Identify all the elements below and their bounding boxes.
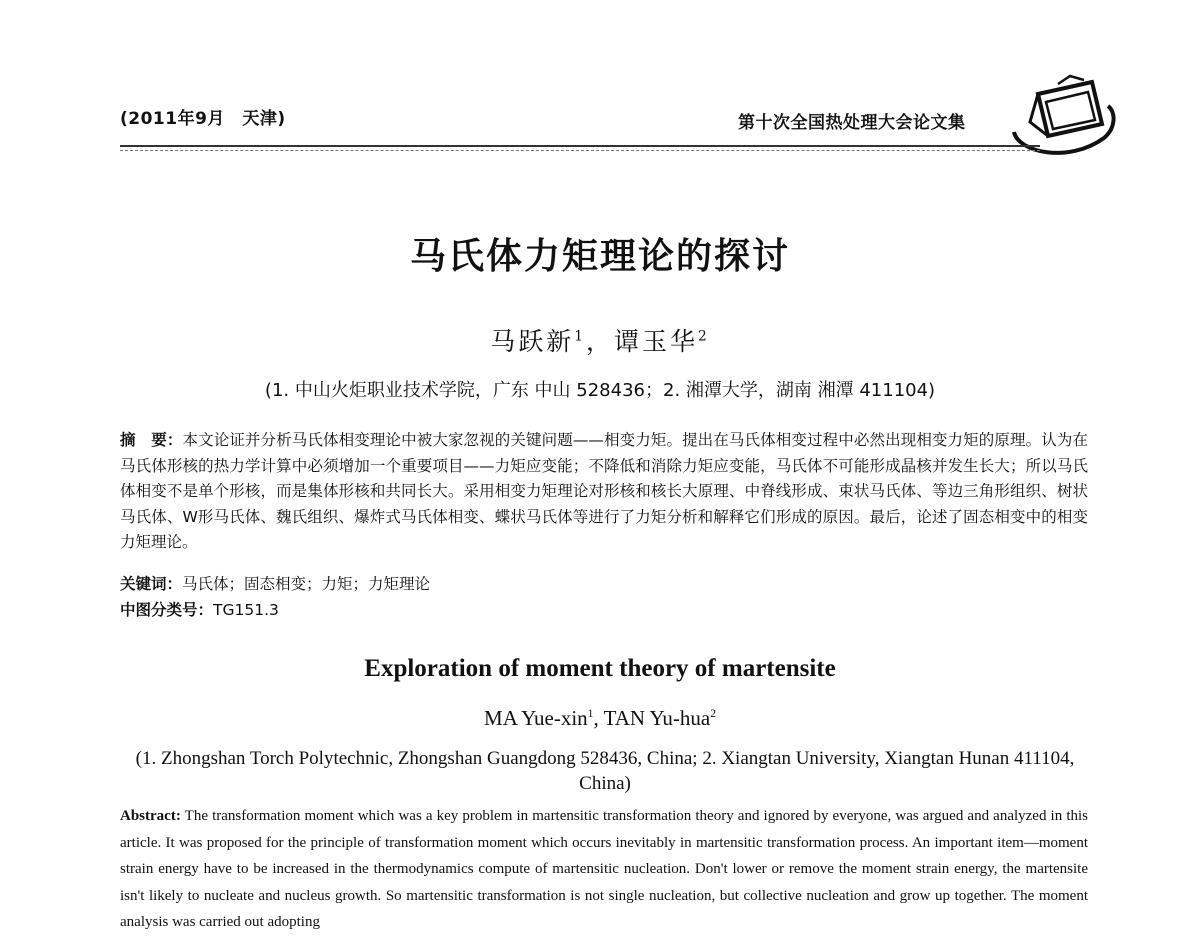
affiliation-cn: (1. 中山火炬职业技术学院，广东 中山 528436；2. 湘潭大学，湖南 湘潭 411104) [264, 380, 936, 401]
authors-en [0, 706, 1200, 731]
header-date-location: (2011年9月 天津) [120, 109, 286, 129]
affiliation-marker: 2 [710, 708, 716, 720]
header-rule-dashed [120, 150, 1040, 151]
classification-label: 中图分类号： [120, 601, 214, 619]
header-proceedings-title: 第十次全国热处理大会论文集 [738, 113, 966, 133]
abstract-en [120, 803, 1088, 936]
abstract-text: 本文论证并分析马氏体相变理论中被大家忽视的关键问题——相变力矩。提出在马氏体相变过程中必然出现相变力矩的原理。认为在马氏体形核的热力学计算中必须增加一个重要项目——力矩应变能；不降低和消除力矩应变能，马氏体不可能形成晶核并发生长大；所以马氏体相变不是单个形核，而是集体形核和共同长大。采用相变力矩理论对形核和核长大原理、中脊线形成、束状马氏体、等边三角形组织、树状马氏体、W形马氏体、魏氏组织、爆炸式马氏体相变、蝶状马氏体等进行了力矩分析和解释它们形成的原因。最后，论述了固态相变中的相变力矩理论。 [120, 431, 1088, 551]
author-name: MA Yue-xin [484, 706, 588, 730]
keywords-text: 马氏体；固态相变；力矩；力矩理论 [182, 575, 431, 593]
affiliation-marker: 1 [587, 708, 594, 720]
header-rule [120, 145, 1040, 147]
paper-title-cn: 马氏体力矩理论的探讨 [409, 236, 790, 277]
affiliation-en: (1. Zhongshan Torch Polytechnic, Zhongshan Guangdong 528436, China; 2. Xiangtan University, Xiangtan Hunan 411104, China) [135, 748, 1075, 794]
author-name: 马跃新 [490, 327, 575, 356]
author-name: TAN Yu-hua [603, 706, 711, 730]
authors-cn [0, 322, 1200, 358]
author-separator: ， [585, 327, 614, 356]
author-name: 谭玉华 [614, 327, 699, 356]
keywords-label: 关键词： [120, 575, 183, 593]
abstract-label: Abstract: [120, 808, 181, 824]
classification-code: TG151.3 [213, 601, 279, 619]
paper-title-en: Exploration of moment theory of martensite [364, 655, 836, 682]
abstract-label: 摘 要： [120, 431, 183, 449]
classification-cn [120, 598, 279, 620]
affiliation-marker: 1 [574, 328, 586, 345]
affiliation-marker: 2 [698, 328, 710, 345]
keywords-cn [120, 572, 430, 594]
abstract-text: The transformation moment which was a key problem in martensitic transformation theory and ignored by everyone, was argued and analyzed in this article. It was proposed for the principle of transformation moment which occurs inevitably in martensitic transformation process. An important item—moment strain energy have to be increased in the thermodynamics compute of martensitic nucleation. Don't lower or remove the moment strain energy, the martensite isn't likely to nucleate and nucleus growth. So martensitic transformation is not single nucleation, but collective nucleation and grow up together. The moment analysis was carried out adopting [120, 808, 1088, 930]
proceedings-logo-icon [1008, 72, 1118, 162]
author-separator: , [593, 706, 604, 730]
abstract-cn [120, 428, 1088, 556]
